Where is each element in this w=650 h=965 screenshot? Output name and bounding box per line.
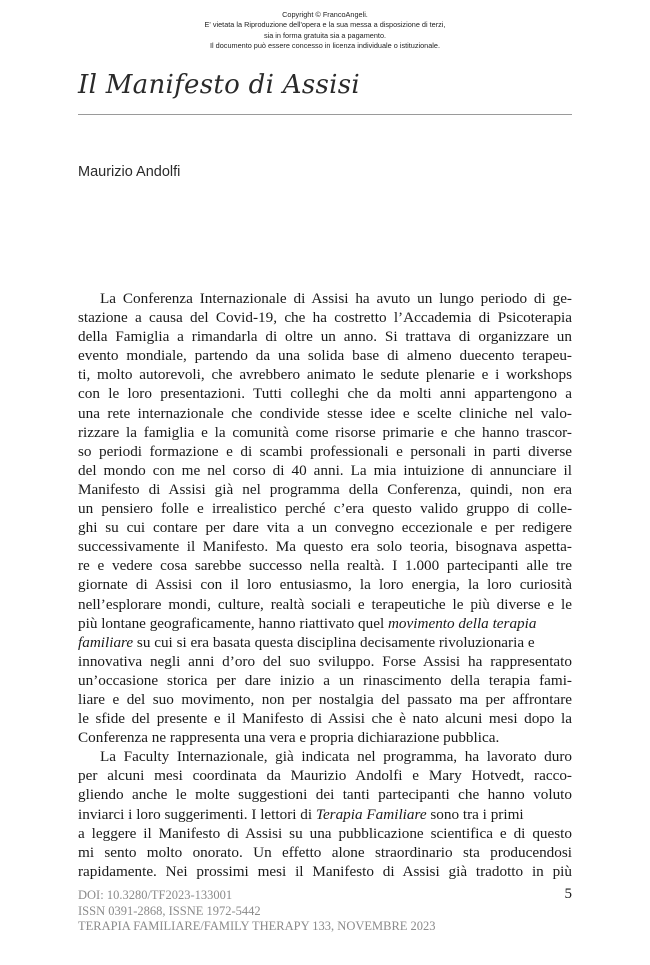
body-line: un pensiero folle e irrealistico perché c’era questo valido gruppo di colle- [78,500,572,518]
body-text-run: sono tra i primi [426,805,524,823]
body-line: ghi su cui contare per dare vita a un convegno eccezionale e per redigere [78,519,572,537]
body-line: evento mondiale, partendo da una solida base di almeno duecento terapeu- [78,347,572,365]
issn-text: ISSN 0391-2868, ISSNE 1972-5442 [78,903,261,918]
body-line: rapidamente. Nei prossimi mesi il Manifesto di Assisi già tradotto in più [78,862,572,880]
body-line: mi sento molto onorato. Un effetto alone straordinario sta producendosi [78,843,572,861]
body-line [78,633,572,652]
article-body [78,289,572,881]
body-line: una rete internazionale che condivide stesse idee e scelte cliniche nel valo- [78,404,572,422]
doi-text: DOI: 10.3280/TF2023-133001 [78,888,233,902]
body-line: Conferenza ne rappresenta una vera e propria dichiarazione pubblica. [78,729,500,747]
article-author: Maurizio Andolfi [78,164,181,180]
body-line: gliendo anche le molte suggestioni dei tanti partecipanti che hanno voluto [78,786,572,804]
body-line: giornate di Assisi con il loro entusiasmo, la loro energia, la loro curiosità [78,576,572,594]
body-line: stazione a causa del Covid-19, che ha costretto l’Accademia di Psicoterapia [78,309,572,327]
body-italic-run: Terapia Familiare [315,805,427,823]
body-line: La Conferenza Internazionale di Assisi ha avuto un lungo periodo di ge- [100,290,572,307]
page-footer [78,888,572,935]
body-line: successivamente il Manifesto. Ma questo era solo teoria, bisognava aspetta- [78,538,572,556]
body-line: del mondo con me nel corso di 40 anni. La mia intuizione di annunciare il [78,461,572,479]
body-line: Manifesto di Assisi già nel programma della Conferenza, quindi, non era [78,480,572,498]
body-line [78,805,572,824]
body-line: rizzare la famiglia e la comunità come risorse primarie e che hanno trascor- [78,423,572,441]
body-line: della Famiglia a rimandarla di oltre un anno. Si trattava di organizzare un [78,328,572,346]
body-text-run: inviarci i loro suggerimenti. I lettori di [78,805,316,823]
body-text-run: su cui si era basata questa disciplina decisamente rivoluzionaria e [133,633,535,651]
journal-citation: TERAPIA FAMILIARE/FAMILY THERAPY 133, NOVEMBRE 2023 [78,919,436,934]
copyright-line: E' vietata la Riproduzione dell'opera e la sua messa a disposizione di terzi, [204,20,446,30]
body-line: con le loro presentazioni. Tutti colleghi che da molti anni appartengono a [78,385,572,403]
body-line: La Faculty Internazionale, già indicata nel programma, ha lavorato duro [100,748,572,766]
body-line: per alcuni mesi coordinata da Maurizio Andolfi e Mary Hotvedt, racco- [78,767,572,785]
body-line: so periodi formazione e di scambi professionali e personali in parti diverse [78,442,572,460]
body-text-run: più lontane geograficamente, hanno riattivato quel [78,614,388,632]
title-divider [78,114,572,115]
article-title: Il Manifesto di Assisi [78,70,361,100]
body-line: innovativa negli anni d’oro del suo sviluppo. Forse Assisi ha rappresentato [78,652,572,670]
body-line: ti, molto autorevoli, che avrebbero animato le sedute plenarie e i workshops [78,366,572,384]
copyright-notice [0,10,650,51]
copyright-line: sia in forma gratuita sia a pagamento. [263,30,387,40]
copyright-line: Copyright © FrancoAngeli. [282,10,368,19]
body-line: liare e del suo movimento, non per nostalgia del passato ma per affrontare [78,690,572,708]
body-line: re e vedere cosa sarebbe successo nella realtà. I 1.000 partecipanti alle tre [78,557,572,575]
body-italic-run: familiare [78,633,134,651]
body-line: a leggere il Manifesto di Assisi su una pubblicazione scientifica e di questo [78,824,572,842]
body-line [78,614,572,633]
body-italic-run: movimento della terapia [387,614,537,632]
body-line: le sfide del presente e il Manifesto di Assisi che è nato alcuni mesi dopo la [78,710,572,728]
page-number: 5 [564,886,572,902]
body-line: nell’esplorare mondi, culture, realtà sociali e terapeutiche le più diverse e le [78,595,572,613]
body-line: un’occasione storica per dare inizio a un rinascimento della terapia fami- [78,671,572,689]
copyright-line: Il documento può essere concesso in licenza individuale o istituzionale. [210,40,440,50]
